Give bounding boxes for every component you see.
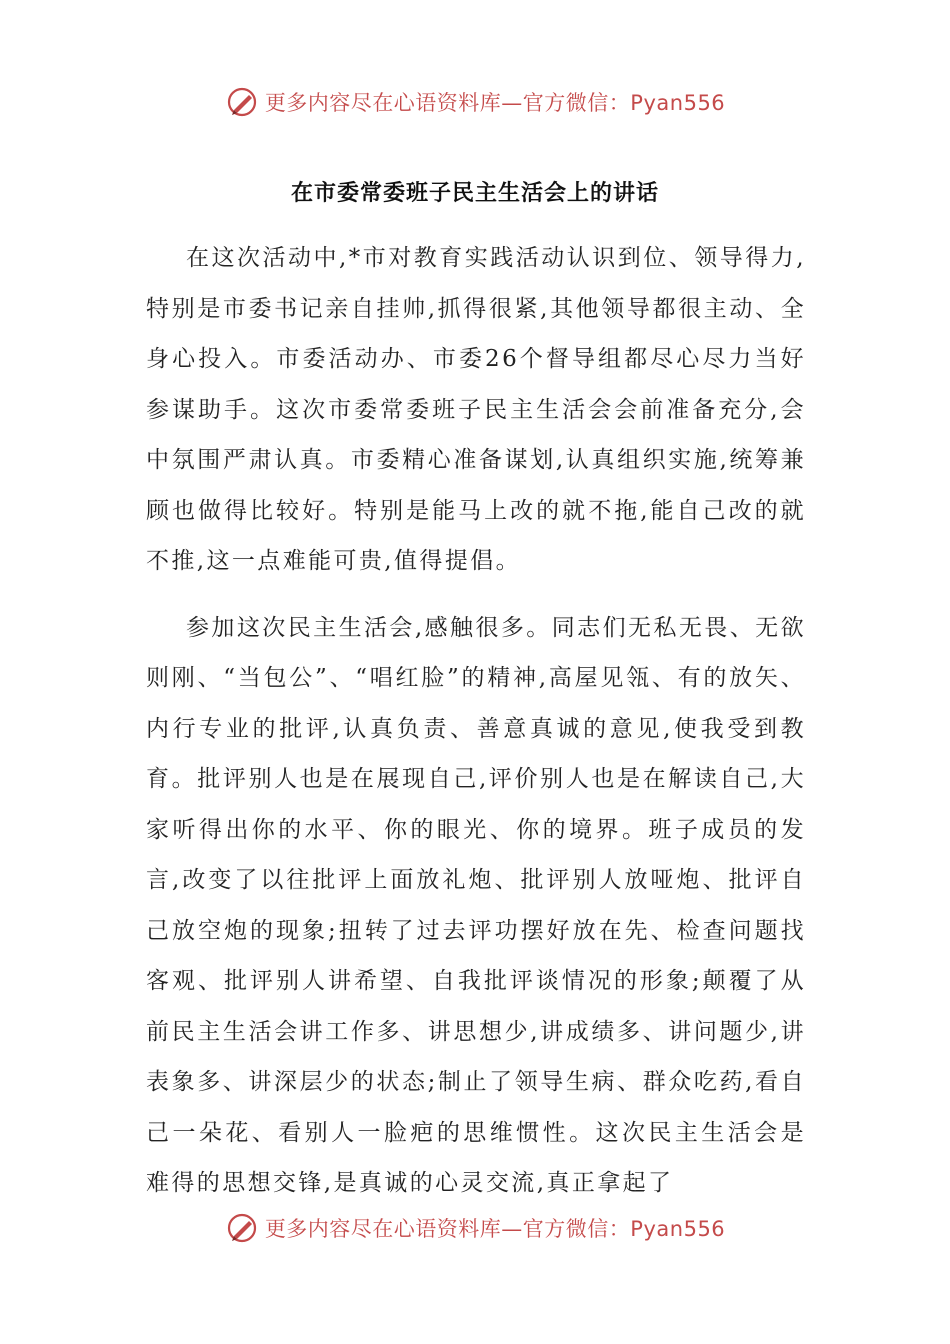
- pen-circle-icon: [225, 85, 259, 119]
- watermark-text: 更多内容尽在心语资料库—官方微信：Pyan556: [264, 1217, 726, 1241]
- watermark-group: [225, 1211, 725, 1245]
- header-watermark: [0, 82, 950, 122]
- footer-watermark: [0, 1208, 950, 1248]
- pen-circle-icon: [225, 1211, 259, 1245]
- watermark-text: 更多内容尽在心语资料库—官方微信：Pyan556: [264, 91, 726, 115]
- document-body: [146, 233, 806, 1225]
- paragraph-2: 参加这次民主生活会,感触很多。同志们无私无畏、无欲则刚、“当包公”、“唱红脸”的精神,高屋见瓴、有的放矢、内行专业的批评,认真负责、善意真诚的意见,使我受到教育。批评别人也是在展现自己,评价别人也是在解读自己,大家听得出你的水平、你的眼光、你的境界。班子成员的发言,改变了以往批评上面放礼炮、批评别人放哑炮、批评自己放空炮的现象;扭转了过去评功摆好放在先、检查问题找客观、批评别人讲希望、自我批评谈情况的形象;颠覆了从前民主生活会讲工作多、讲思想少,讲成绩多、讲问题少,讲表象多、讲深层少的状态;制止了领导生病、群众吃药,看自己一朵花、看别人一脸疤的思维惯性。这次民主生活会是难得的思想交锋,是真诚的心灵交流,真正拿起了: [146, 614, 806, 1196]
- document-title: 在市委常委班子民主生活会上的讲话: [290, 181, 659, 206]
- paragraph-1: 在这次活动中,*市对教育实践活动认识到位、领导得力,特别是市委书记亲自挂帅,抓得很紧,其他领导都很主动、全身心投入。市委活动办、市委26个督导组都尽心尽力当好参谋助手。这次市委常委班子民主生活会会前准备充分,会中氛围严肃认真。市委精心准备谋划,认真组织实施,统筹兼顾也做得比较好。特别是能马上改的就不拖,能自己改的就不推,这一点难能可贵,值得提倡。: [146, 245, 807, 574]
- watermark-group: [225, 85, 725, 119]
